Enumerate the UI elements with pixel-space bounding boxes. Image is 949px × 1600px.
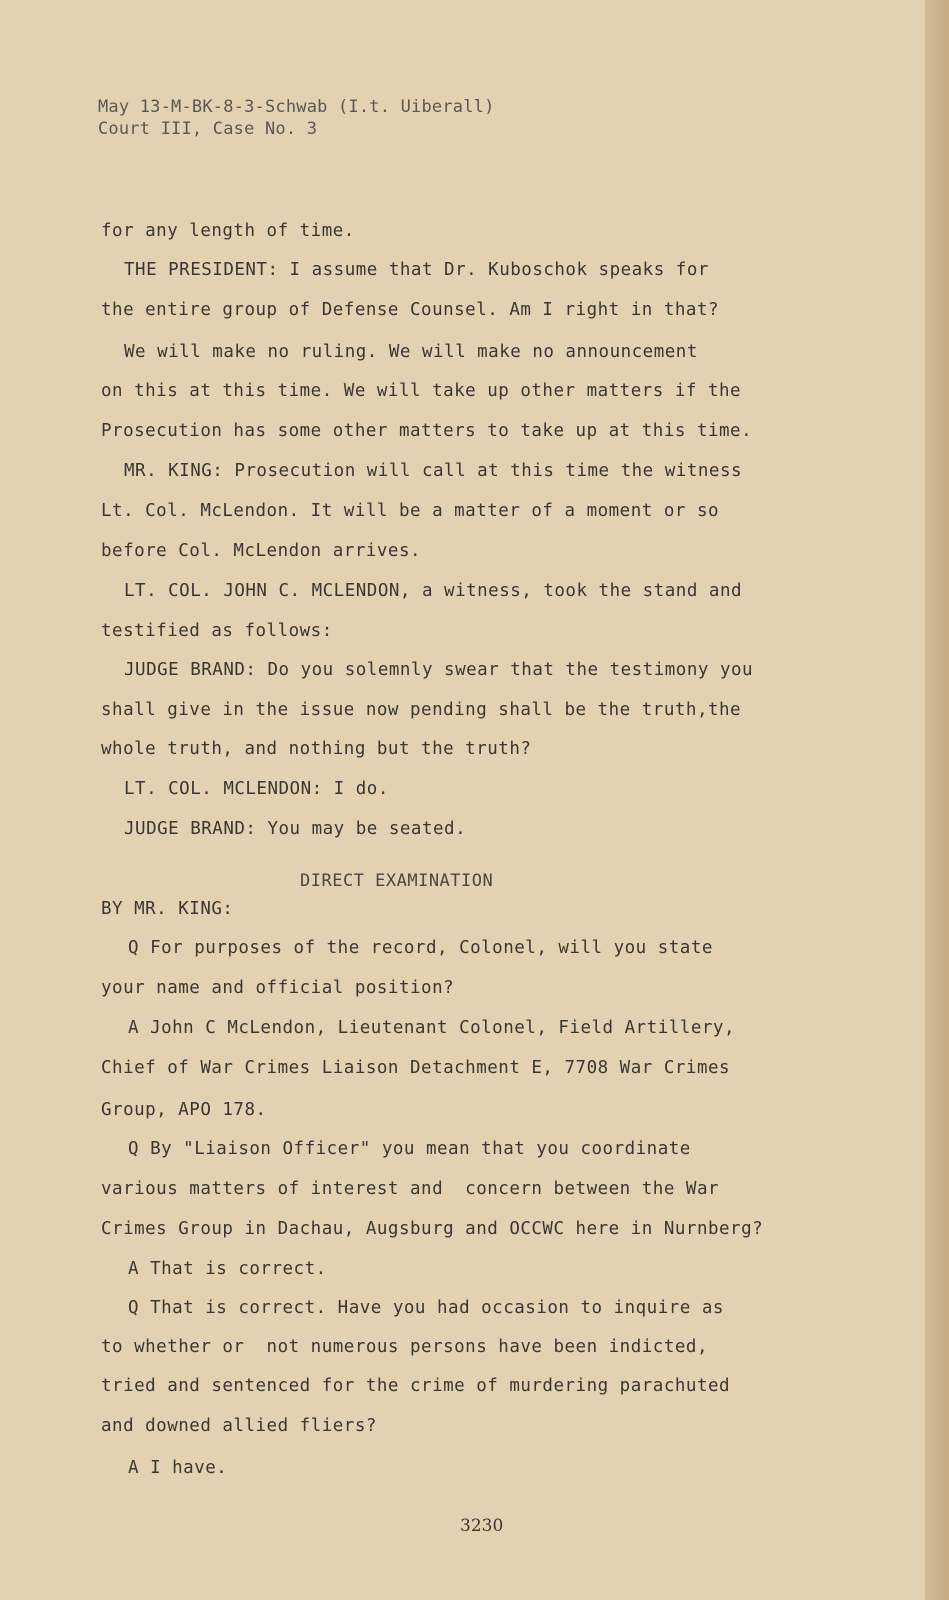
transcript-line: tried and sentenced for the crime of murdering parachuted: [101, 1376, 731, 1396]
section-heading: DIRECT EXAMINATION: [300, 871, 494, 891]
transcript-line: various matters of interest and concern between the War: [101, 1179, 720, 1199]
page-number: 3230: [460, 1516, 504, 1536]
transcript-line: Crimes Group in Dachau, Augsburg and OCCWC here in Nurnberg?: [101, 1219, 764, 1239]
transcript-line: whole truth, and nothing but the truth?: [101, 739, 532, 759]
transcript-line: Q By "Liaison Officer" you mean that you coordinate: [128, 1139, 691, 1159]
transcript-line: A I have.: [128, 1458, 228, 1478]
transcript-line: We will make no ruling. We will make no announcement: [124, 342, 698, 362]
header-court-line: Court III, Case No. 3: [98, 119, 318, 139]
transcript-line: Chief of War Crimes Liaison Detachment E, 7708 War Crimes: [101, 1058, 731, 1078]
transcript-line: Group, APO 178.: [101, 1100, 267, 1120]
transcript-line: LT. COL. JOHN C. MCLENDON, a witness, took the stand and: [124, 581, 743, 601]
transcript-line: LT. COL. MCLENDON: I do.: [124, 779, 389, 799]
transcript-line: Prosecution has some other matters to take up at this time.: [101, 421, 753, 441]
transcript-line: MR. KING: Prosecution will call at this time the witness: [124, 461, 743, 481]
transcript-header: [98, 96, 495, 140]
transcript-line: the entire group of Defense Counsel. Am I right in that?: [101, 300, 720, 320]
transcript-line: before Col. McLendon arrives.: [101, 541, 422, 561]
transcript-line: testified as follows:: [101, 621, 333, 641]
transcript-line: Q That is correct. Have you had occasion to inquire as: [128, 1298, 724, 1318]
transcript-line: Lt. Col. McLendon. It will be a matter of a moment or so: [101, 501, 720, 521]
transcript-line: to whether or not numerous persons have been indicted,: [101, 1337, 708, 1357]
transcript-line: THE PRESIDENT: I assume that Dr. Kuboschok speaks for: [124, 260, 709, 280]
transcript-line: your name and official position?: [101, 978, 455, 998]
transcript-line: shall give in the issue now pending shall be the truth,the: [101, 700, 742, 720]
header-session-line: May 13-M-BK-8-3-Schwab (I.t. Uiberall): [98, 97, 495, 117]
transcript-line: BY MR. KING:: [101, 899, 234, 919]
transcript-line: and downed allied fliers?: [101, 1416, 377, 1436]
transcript-line: on this at this time. We will take up other matters if the: [101, 381, 742, 401]
transcript-line: JUDGE BRAND: You may be seated.: [124, 819, 467, 839]
page-edge-shadow: [925, 0, 949, 1600]
transcript-line: for any length of time.: [101, 221, 355, 241]
transcript-line: JUDGE BRAND: Do you solemnly swear that the testimony you: [124, 660, 754, 680]
transcript-line: Q For purposes of the record, Colonel, will you state: [128, 938, 713, 958]
transcript-line: A That is correct.: [128, 1259, 327, 1279]
transcript-line: A John C McLendon, Lieutenant Colonel, Field Artillery,: [128, 1018, 735, 1038]
